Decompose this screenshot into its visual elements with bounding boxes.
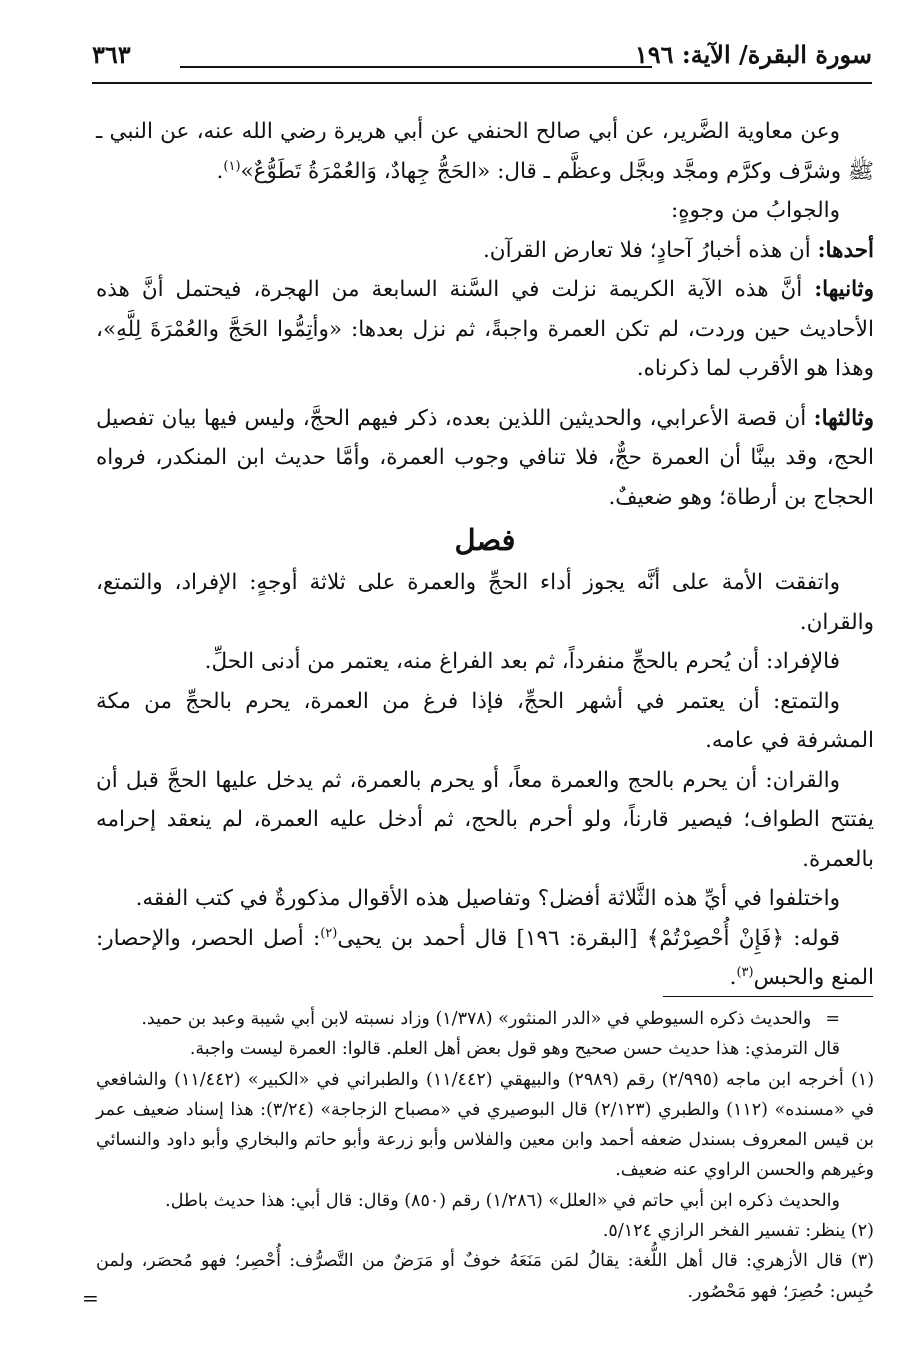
text: أن قصة الأعرابي، والحديثين اللذين بعده، ذكر فيهم الحجَّ، وليس فيها بيان تفصيل الحج، وقد بينَّا أن العمرة حجٌّ، فلا تنافي وجوب العمرة، وأمَّا حديث ابن المنكدر، فرواه الحجاج بن أرطاة؛ وهو ضعيفٌ. (96, 405, 874, 510)
paragraph: واتفقت الأمة على أنَّه يجوز أداء الحجِّ والعمرة على ثلاثة أوجهٍ: الإفراد، والتمتع، والقران. (96, 570, 874, 635)
footnote-continuation (96, 1004, 874, 1034)
paragraph (96, 399, 874, 518)
footnote-ref: (١) (223, 158, 241, 174)
paragraph: والتمتع: أن يعتمر في أشهر الحجِّ، فإذا فرغ من العمرة، يحرم بالحجِّ من مكة المشرفة في عامه. (96, 688, 874, 753)
footnote-ref: (٣) (736, 964, 754, 980)
section-heading: فصل (454, 523, 516, 557)
text: أن هذه أخبارُ آحادٍ؛ فلا تعارض القرآن. (482, 237, 818, 263)
footnote: (٢) ينظر: تفسير الفخر الرازي ٥/١٢٤. (602, 1221, 874, 1242)
page-header (92, 40, 872, 84)
footnote: (١) أخرجه ابن ماجه (٢/٩٩٥) رقم (٢٩٨٩) والبيهقي (١١/٤٤٢) والطبراني في «الكبير» (١١/٤٤٢) والشافعي في «مسنده» (١١٢) والطبري (٢/١٢٣) قال البوصيري في «مصباح الزجاجة» (٣/٢٤): هذا إسناد ضعيف عمر بن قيس المعروف بسندل ضعفه أحمد وابن معين والفلاس وأبو زرعة وأبو حاتم والبخاري وأبو داود والنسائي وغيرهم والحسن الراوي عنه ضعيف. (96, 1069, 875, 1181)
text: . (216, 158, 224, 184)
text: . (729, 965, 737, 990)
page-number: ٣٦٣ (92, 40, 131, 69)
footnote-ref: (٢) (320, 925, 338, 941)
footnote-continuation: قال الترمذي: هذا حديث حسن صحيح وهو قول بعض أهل العلم. قالوا: العمرة ليست واجبة. (189, 1039, 840, 1060)
page-continuation-mark: = (82, 1286, 99, 1310)
text: قوله: ﴿فَإِنْ أُحْصِرْتُمْ﴾ [البقرة: ١٩٦] قال أحمد بن يحيى (337, 925, 840, 951)
paragraph (96, 270, 874, 389)
main-text (96, 112, 874, 998)
point-label: أحدها: (817, 237, 874, 263)
paragraph: فالإفراد: أن يُحرم بالحجِّ منفرداً، ثم بعد الفراغ منه، يعتمر من أدنى الحلِّ. (204, 649, 840, 674)
footnote: والحديث ذكره ابن أبي حاتم في «العلل» (١/٢٨٦) رقم (٨٥٠) وقال: قال أبي: هذا حديث باطل. (165, 1190, 840, 1211)
surah-title: سورة البقرة/ الآية: ١٩٦ (634, 40, 872, 69)
text: وعن معاوية الضَّرير، عن أبي صالح الحنفي عن أبي هريرة رضي الله عنه، عن النبي ـ ﷺ وشرَّف وكرَّم ومجَّد وبجَّل وعظَّم ـ قال: «الحَجُّ جِهادٌ، وَالعُمْرَةُ تَطَوُّعٌ» (96, 119, 874, 184)
paragraph (96, 231, 874, 271)
text: أنَّ هذه الآية الكريمة نزلت في السَّنة السابعة من الهجرة، فيحتمل أنَّ هذه الأحاديث حين وردت، لم تكن العمرة واجبةً، ثم نزل بعدها: «وأتِمُّوا الحَجَّ والعُمْرَةَ لِلَّهِ»، وهذا هو الأقرب لما ذكرناه. (96, 277, 874, 381)
paragraph: والقران: أن يحرم بالحج والعمرة معاً، أو يحرم بالعمرة، ثم يدخل عليها الحجَّ قبل أن يفتتح الطواف؛ فيصير قارناً، ولو أحرم بالحج، ثم أدخل عليه العمرة، لم ينعقد إحرامه بالعمرة. (96, 767, 874, 872)
point-label: وثالثها: (813, 405, 874, 431)
paragraph (96, 919, 874, 998)
footnotes (96, 1004, 874, 1307)
text: والحديث ذكره السيوطي في «الدر المنثور» (١/٣٧٨) وزاد نسبته لابن أبي شيبة وعبد بن حميد. (141, 1009, 812, 1029)
paragraph: واختلفوا في أيِّ هذه الثَّلاثة أفضل؟ وتفاصيل هذه الأقوال مذكورةٌ في كتب الفقه. (135, 886, 840, 911)
paragraph: والجوابُ من وجوهٍ: (671, 198, 840, 223)
continuation-mark: = (825, 1009, 840, 1029)
footnote-separator (663, 996, 873, 997)
point-label: وثانيها: (814, 277, 874, 302)
paragraph (96, 112, 874, 191)
footnote: (٣) قال الأزهري: قال أهل اللُّغة: يقالُ لمَن مَنَعَهُ خوفٌ أو مَرَضٌ من التَّصرُّف: أُحْصِر؛ فهو مُحصَر، ولمن حُبِس: حُصِرَ؛ فهو مَحْصُور. (96, 1251, 874, 1302)
text: : أصل الحصر، والإحصار: المنع والحبس (96, 925, 874, 990)
header-rule (180, 66, 652, 68)
header-underline (92, 82, 872, 84)
